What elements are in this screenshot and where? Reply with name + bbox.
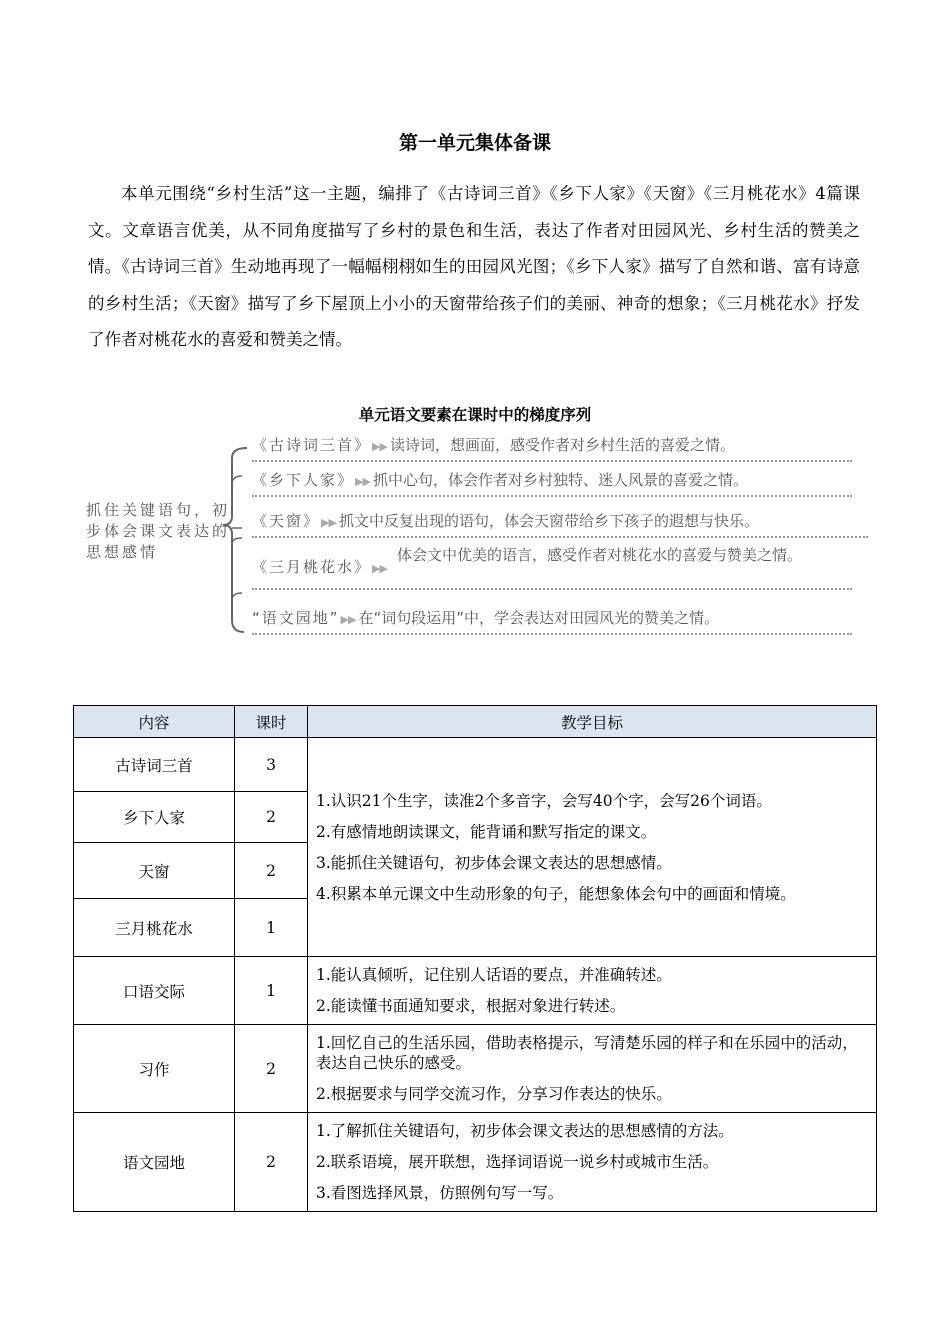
goal-item: 4.积累本单元课文中生动形象的句子，能想象体会句中的画面和情境。: [316, 884, 796, 903]
diagram-text: 在“词句段运用”中，学会表达对田园风光的赞美之情。: [358, 609, 720, 627]
diagram-text: 抓中心句，体会作者对乡村独特、迷人风景的喜爱之情。: [372, 471, 748, 489]
header-hours: 课时: [235, 706, 308, 738]
lesson-hours: 3: [235, 738, 308, 792]
diagram-row: [252, 434, 735, 455]
arrow-icon: ▶▶: [372, 562, 387, 575]
lesson-goals: [308, 1025, 877, 1113]
lesson-hours: 2: [235, 843, 308, 899]
lesson-goals: [308, 738, 877, 957]
page-title: 第一单元集体备课: [398, 132, 551, 154]
divider: [252, 495, 852, 497]
diagram-work: 《三月桃花水》: [252, 558, 372, 576]
diagram-row: [252, 546, 862, 577]
diagram-work: 《天窗》: [252, 512, 321, 530]
gradient-diagram: [82, 428, 882, 638]
diagram-text: 读诗词，想画面，感受作者对乡村生活的喜爱之情。: [389, 436, 735, 454]
goal-item: 3.看图选择风景，仿照例句写一写。: [316, 1184, 564, 1202]
goal-item: 1.能认真倾听，记住别人话语的要点，并准确转述。: [316, 966, 672, 984]
table-row: [74, 1025, 877, 1113]
lesson-name: 语文园地: [74, 1113, 235, 1212]
diagram-text: 抓文中反复出现的语句，体会天窗带给乡下孩子的遐想与快乐。: [338, 512, 759, 530]
lesson-hours: 1: [235, 957, 308, 1025]
diagram-row: [252, 469, 748, 490]
goal-item: 3.能抓住关键语句，初步体会课文表达的思想感情。: [316, 853, 672, 872]
header-content: 内容: [74, 706, 235, 738]
lesson-name: 古诗词三首: [74, 738, 235, 792]
diagram-title: 单元语文要素在课时中的梯度序列: [358, 406, 592, 424]
lesson-name: 习作: [74, 1025, 235, 1113]
goal-item: 2.能读懂书面通知要求，根据对象进行转述。: [316, 997, 626, 1015]
arrow-icon: ▶▶: [340, 613, 356, 626]
diagram-text: 体会文中优美的语言，感受作者对桃花水的喜爱与赞美之情。: [397, 546, 803, 564]
divider: [252, 460, 852, 462]
intro-paragraph: 本单元围绕“乡村生活”这一主题，编排了《古诗词三首》《乡下人家》《天窗》《三月桃花水》4篇课文。文章语言优美，从不同角度描写了乡村的景色和生活，表达了作者对田园风光、乡村生活的赞美之情。《古诗词三首》生动地再现了一幅幅栩栩如生的田园风光图；《乡下人家》描写了自然和谐、富有诗意的乡村生活；《天窗》描写了乡下屋顶上小小的天窗带给孩子们的美丽、神奇的想象；《三月桃花水》抒发了作者对桃花水的喜爱和赞美之情。: [88, 184, 860, 350]
diagram-row: [252, 607, 719, 628]
lesson-name: 乡下人家: [74, 792, 235, 843]
teaching-goals-table: [73, 705, 877, 1212]
goal-item: 2.根据要求与同学交流习作，分享习作表达的快乐。: [316, 1085, 672, 1103]
goal-item: 1.认识21个生字，读准2个多音字，会写40个字，会写26个词语。: [316, 791, 772, 810]
lesson-hours: 2: [235, 792, 308, 843]
table-header-row: [74, 706, 877, 738]
goal-item: 1.了解抓住关键语句，初步体会课文表达的思想感情的方法。: [316, 1122, 734, 1140]
lesson-hours: 2: [235, 1113, 308, 1212]
table-row: [74, 738, 877, 792]
goal-item: 2.有感情地朗读课文，能背诵和默写指定的课文。: [316, 822, 657, 841]
divider: [252, 536, 868, 538]
goal-item: 1.回忆自己的生活乐园，借助表格提示，写清楚乐园的样子和在乐园中的活动，表达自己快乐的感受。: [316, 1034, 858, 1072]
arrow-icon: ▶▶: [372, 440, 387, 453]
goal-item: 2.联系语境，展开联想，选择词语说一说乡村或城市生活。: [316, 1153, 719, 1171]
diagram-core-text: 抓住关键语句，初步体会课文表达的思想感情: [86, 501, 231, 561]
divider: [252, 588, 852, 590]
lesson-name: 口语交际: [74, 957, 235, 1025]
lesson-name: 天窗: [74, 843, 235, 899]
lesson-goals: [308, 1113, 877, 1212]
header-goals: 教学目标: [308, 706, 877, 738]
lesson-hours: 1: [235, 899, 308, 957]
table-row: [74, 1113, 877, 1212]
arrow-icon: ▶▶: [321, 516, 336, 529]
divider: [252, 633, 852, 635]
diagram-work: 《古诗词三首》: [252, 436, 372, 454]
diagram-row: [252, 510, 759, 531]
diagram-work: “语文园地”: [252, 609, 340, 627]
lesson-goals: [308, 957, 877, 1025]
diagram-work: 《乡下人家》: [252, 471, 355, 489]
arrow-icon: ▶▶: [355, 475, 370, 488]
table-row: [74, 957, 877, 1025]
lesson-hours: 2: [235, 1025, 308, 1113]
lesson-name: 三月桃花水: [74, 899, 235, 957]
